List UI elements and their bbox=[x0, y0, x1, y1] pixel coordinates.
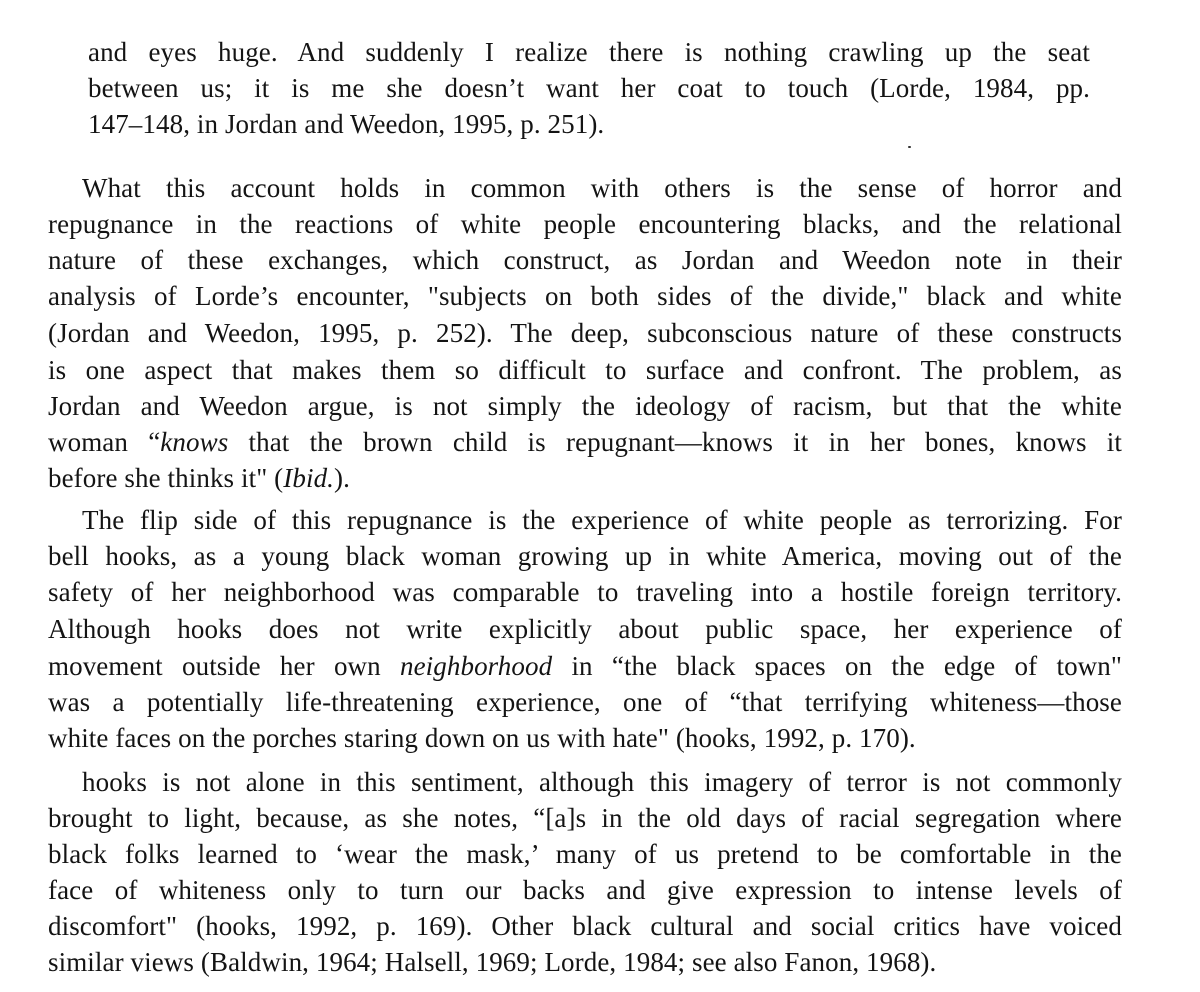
line-text: that the brown child is repugnant—knows it in her bones, knows it bbox=[228, 427, 1122, 457]
paragraph-line: repugnance in the reactions of white people encountering blacks, and the relational bbox=[48, 209, 1122, 239]
paragraph-line: bell hooks, as a young black woman growing up in white America, moving out of the bbox=[48, 541, 1122, 571]
paragraph-line: Although hooks does not write explicitly about public space, her experience of bbox=[48, 614, 1122, 644]
emphasis-neighborhood: neighborhood bbox=[399, 651, 553, 681]
paragraph-line: discomfort" (hooks, 1992, p. 169). Other black cultural and social critics have voiced bbox=[48, 911, 1122, 941]
line-text: in “the black spaces on the edge of town" bbox=[552, 651, 1122, 681]
emphasis-ibid: Ibid. bbox=[283, 463, 335, 493]
line-text: ). bbox=[334, 463, 350, 493]
paragraph-line: similar views (Baldwin, 1964; Halsell, 1969; Lorde, 1984; see also Fanon, 1968). bbox=[48, 947, 937, 977]
paragraph-line: (Jordan and Weedon, 1995, p. 252). The deep, subconscious nature of these constructs bbox=[48, 318, 1122, 348]
quote-line: 147–148, in Jordan and Weedon, 1995, p. 251). bbox=[88, 109, 605, 139]
paragraph-line: analysis of Lorde’s encounter, "subjects on both sides of the divide," black and white bbox=[48, 281, 1122, 311]
paragraph-line bbox=[48, 462, 1122, 494]
paragraph-line: is one aspect that makes them so difficult to surface and confront. The problem, as bbox=[48, 355, 1122, 385]
line-text: before she thinks it" ( bbox=[48, 463, 284, 493]
paragraph-line: nature of these exchanges, which construct, as Jordan and Weedon note in their bbox=[48, 245, 1122, 275]
paragraph-line: black folks learned to ‘wear the mask,’ many of us pretend to be comfortable in the bbox=[48, 839, 1122, 869]
paragraph-line: was a potentially life-threatening experience, one of “that terrifying whiteness—those bbox=[48, 687, 1122, 717]
paragraph-line: face of whiteness only to turn our backs and give expression to intense levels of bbox=[48, 875, 1122, 905]
paragraph-line: white faces on the porches staring down on us with hate" (hooks, 1992, p. 170). bbox=[48, 723, 916, 753]
paragraph-line: hooks is not alone in this sentiment, although this imagery of terror is not commonly bbox=[82, 767, 1122, 797]
paragraph-line: brought to light, because, as she notes, “[a]s in the old days of racial segregation where bbox=[48, 803, 1122, 833]
paragraph-line bbox=[48, 426, 1122, 458]
line-text: movement outside her own bbox=[48, 651, 400, 681]
paragraph-line: Jordan and Weedon argue, is not simply the ideology of racism, but that the white bbox=[48, 391, 1122, 421]
paragraph-line: safety of her neighborhood was comparable to traveling into a hostile foreign territory. bbox=[48, 577, 1122, 607]
paragraph-line: What this account holds in common with others is the sense of horror and bbox=[82, 173, 1122, 203]
quote-line: between us; it is me she doesn’t want her coat to touch (Lorde, 1984, pp. bbox=[88, 73, 1090, 103]
line-text: woman “ bbox=[48, 427, 161, 457]
quote-line: and eyes huge. And suddenly I realize there is nothing crawling up the seat bbox=[88, 37, 1090, 67]
scan-speck bbox=[908, 146, 911, 148]
paragraph-line: The flip side of this repugnance is the experience of white people as terrorizing. For bbox=[82, 505, 1122, 535]
paragraph-line bbox=[48, 650, 1122, 682]
emphasis-knows: knows bbox=[160, 427, 229, 457]
